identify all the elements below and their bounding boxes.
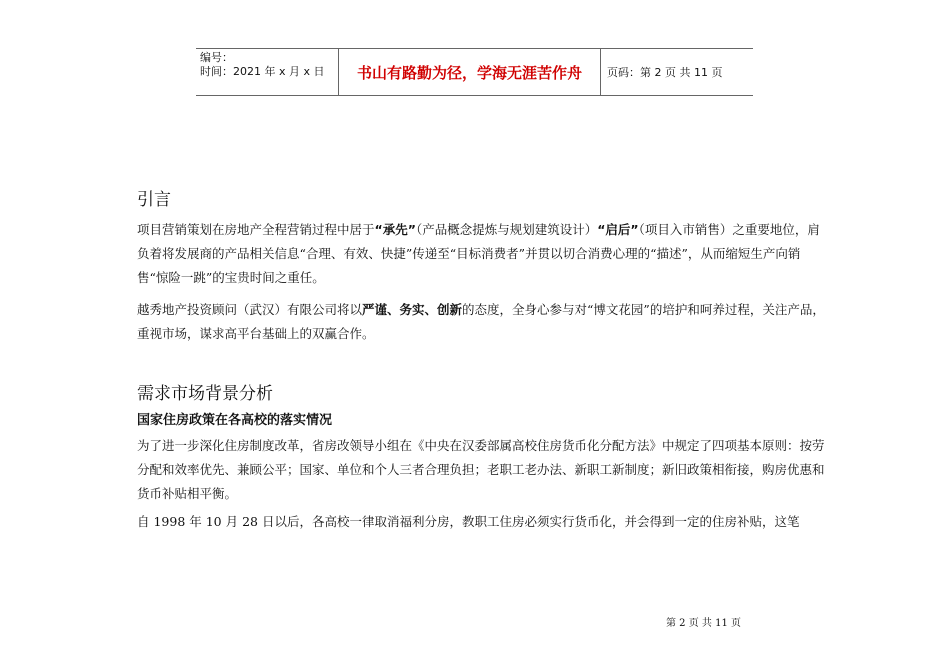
header-page-info: 页码：第 2 页 共 11 页 — [607, 66, 723, 79]
emphasis-text: “启后” — [597, 222, 639, 237]
demand-paragraph-2: 自 1998 年 10 月 28 日以后，各高校一律取消福利分房，教职工住房必须实行货币化，并会得到一定的住房补贴，这笔 — [137, 514, 800, 529]
page-header — [196, 48, 753, 96]
document-date: 时间：2021 年 x 月 x 日 — [200, 65, 325, 78]
text-run: 越秀地产投资顾问（武汉）有限公司将以 — [137, 302, 363, 317]
text-run: （产品概念提炼与规划建筑设计） — [415, 222, 598, 237]
header-motto: 书山有路勤为径，学海无涯苦作舟 — [339, 49, 601, 95]
emphasis-text: 严谨、务实、创新 — [362, 302, 463, 317]
text-run: （项目入市销售）之重要地位，肩负着将发展商的产品相关信息“合理、有效、快捷”传递至“目标消费者”并贯以切合消费心理的“描述”，从而缩短生产向销售“惊险一跳”的宝贵时间之重任。 — [137, 222, 820, 285]
subsection-title: 国家住房政策在各高校的落实情况 — [137, 413, 333, 428]
document-body — [137, 188, 827, 534]
page-footer: 第 2 页 共 11 页 — [666, 618, 741, 629]
intro-paragraph-2 — [137, 298, 827, 346]
emphasis-text: “承先” — [374, 222, 416, 237]
demand-paragraph-1: 为了进一步深化住房制度改革，省房改领导小组在《中央在汉委部属高校住房货币化分配方法》中规定了四项基本原则：按劳分配和效率优先、兼顾公平；国家、单位和个人三者合理负担；老职工老办法、新职工新制度；新旧政策相衔接，购房优惠和货币补贴相平衡。 — [137, 438, 825, 501]
document-number-label: 编号： — [200, 51, 233, 64]
header-meta — [196, 49, 339, 95]
section-title-demand: 需求市场背景分析 — [137, 384, 273, 404]
text-run: 的态度，全身心参与对“博文花园”的培护和呵养过程，关注产品，重视市场，谋求高平台基础上的双赢合作。 — [137, 302, 825, 341]
section-title-intro: 引言 — [137, 190, 171, 210]
intro-paragraph-1 — [137, 218, 827, 290]
text-run: 项目营销策划在房地产全程营销过程中居于 — [137, 222, 375, 237]
